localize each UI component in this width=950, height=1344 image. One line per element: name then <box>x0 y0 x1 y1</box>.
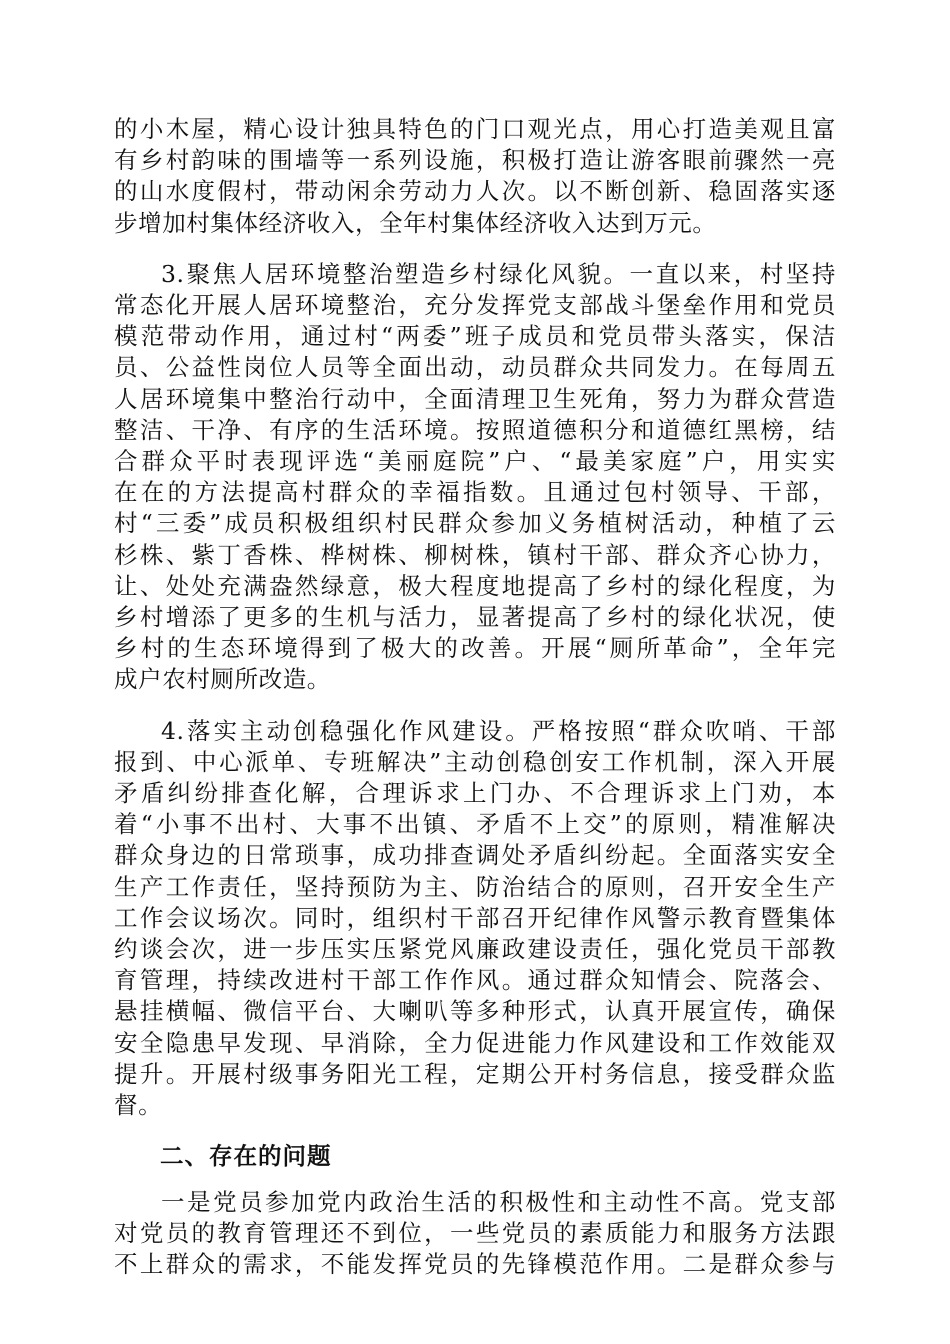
text-line: 生产工作责任，坚持预防为主、防治结合的原则，召开安全生产 <box>114 872 836 901</box>
text-line: 矛盾纠纷排查化解，合理诉求上门办、不合理诉求上门劝，本 <box>114 779 836 808</box>
text-line: 育管理，持续改进村干部工作作风。通过群众知情会、院落会、 <box>114 966 836 995</box>
text-line: 合群众平时表现评选“美丽庭院”户、“最美家庭”户，用实实 <box>114 447 836 476</box>
text-line: 乡村的生态环境得到了极大的改善。开展“厕所革命”，全年完 <box>114 634 836 663</box>
text-line: 人居环境集中整治行动中，全面清理卫生死角，努力为群众营造 <box>114 384 836 413</box>
text-line: 报到、中心派单、专班解决”主动创稳创安工作机制，深入开展 <box>114 747 836 776</box>
paragraph-2 <box>114 259 836 696</box>
text-line: 在在的方法提高村群众的幸福指数。且通过包村领导、干部， <box>114 478 836 507</box>
paragraph-gap <box>114 1173 836 1187</box>
paragraph-4 <box>114 1187 836 1281</box>
paragraph-3 <box>114 716 836 1122</box>
text-line: 约谈会次，进一步压实压紧党风廉政建设责任，强化党员干部教 <box>114 935 836 964</box>
text-line: 3.聚焦人居环境整治塑造乡村绿化风貌。一直以来，村坚持 <box>161 259 836 288</box>
text-line: 让、处处充满盎然绿意，极大程度地提高了乡村的绿化程度，为 <box>114 571 836 600</box>
text-line: 安全隐患早发现、早消除，全力促进能力作风建设和工作效能双 <box>114 1028 836 1057</box>
text-line: 4.落实主动创稳强化作风建设。严格按照“群众吹哨、干部 <box>161 716 836 745</box>
document-page <box>114 114 836 1280</box>
text-line: 工作会议场次。同时，组织村干部召开纪律作风警示教育暨集体 <box>114 903 836 932</box>
text-line: 村“三委”成员积极组织村民群众参加义务植树活动，种植了云 <box>114 509 836 538</box>
text-line: 督。 <box>114 1091 163 1120</box>
text-line: 整洁、干净、有序的生活环境。按照道德积分和道德红黑榜，结 <box>114 415 836 444</box>
text-line: 员、公益性岗位人员等全面出动，动员群众共同发力。在每周五 <box>114 353 836 382</box>
text-line: 群众身边的日常琐事，成功排查调处矛盾纠纷起。全面落实安全 <box>114 841 836 870</box>
section-heading: 二、存在的问题 <box>160 1142 332 1171</box>
text-line: 成户农村厕所改造。 <box>114 665 331 694</box>
text-line: 常态化开展人居环境整治，充分发挥党支部战斗堡垒作用和党员 <box>114 291 836 320</box>
text-line: 的小木屋，精心设计独具特色的门口观光点，用心打造美观且富 <box>114 115 836 143</box>
text-line: 步增加村集体经济收入，全年村集体经济收入达到万元。 <box>114 208 717 237</box>
text-line: 着“小事不出村、大事不出镇、矛盾不上交”的原则，精准解决 <box>114 810 836 839</box>
paragraph-gap <box>114 696 836 716</box>
text-line: 杉株、紫丁香株、桦树株、柳树株，镇村干部、群众齐心协力， <box>114 540 836 569</box>
text-line: 有乡村韵味的围墙等一系列设施，积极打造让游客眼前骤然一亮 <box>114 146 836 175</box>
text-line: 模范带动作用，通过村“两委”班子成员和党员带头落实，保洁 <box>114 322 836 351</box>
text-line: 悬挂横幅、微信平台、大喇叭等多种形式，认真开展宣传，确保 <box>114 997 836 1026</box>
text-line: 对党员的教育管理还不到位，一些党员的素质能力和服务方法跟 <box>114 1218 836 1247</box>
text-line: 乡村增添了更多的生机与活力，显著提高了乡村的绿化状况，使 <box>114 603 836 632</box>
text-line: 提升。开展村级事务阳光工程，定期公开村务信息，接受群众监 <box>114 1059 836 1088</box>
text-line: 的山水度假村，带动闲余劳动力人次。以不断创新、稳固落实逐 <box>114 177 836 206</box>
text-line: 一是党员参加党内政治生活的积极性和主动性不高。党支部 <box>161 1187 836 1216</box>
paragraph-gap <box>114 239 836 259</box>
text-line: 不上群众的需求，不能发挥党员的先锋模范作用。二是群众参与 <box>114 1249 836 1278</box>
paragraph-1 <box>114 114 836 239</box>
paragraph-gap <box>114 1121 836 1141</box>
